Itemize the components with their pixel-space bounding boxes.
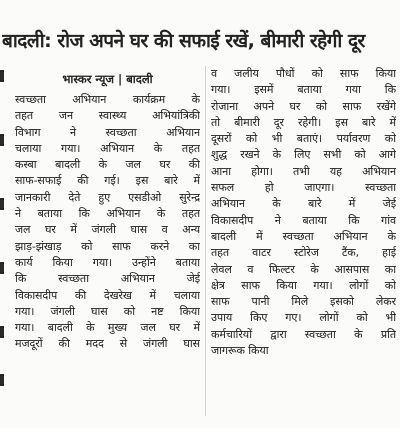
body-line: जागरूक किया [211, 344, 269, 358]
body-line: तहत वाटर स्टोरेज टैंक, हाई [211, 246, 396, 260]
body-line: जानकारी देते हुए एसडीओ सुरेन्द्र [15, 190, 200, 204]
body-line: कि स्वच्छता अभियान जेई [15, 272, 200, 286]
body-line: आना होगा। तभी यह अभियान [211, 164, 396, 178]
body-line: सफल हो जाएगा। स्वच्छता [211, 181, 396, 195]
body-line: शुद्ध रखने के लिए सभी को आगे [211, 148, 396, 162]
body-line: दूसरों को भी बताएं। पर्यावरण को [211, 132, 396, 146]
body-line: स्वच्छता अभियान कार्यक्रम के [15, 93, 200, 106]
body-line: रोजाना अपने घर को साफ रखेंगे [211, 99, 396, 113]
body-line: जल घर में जंगली घास व अन्य [15, 223, 200, 237]
body-line: गया। इसमें बताया गया कि [211, 83, 396, 97]
edge-mark [0, 374, 4, 386]
headline: बादली: रोज अपने घर की सफाई रखें, बीमारी रहेगी दूर [2, 30, 365, 52]
body-line: व जलीय पौधों को साफ किया [211, 67, 396, 80]
article-column-right [211, 66, 396, 421]
body-line: कर्मचारियों द्वारा स्वच्छता के प्रति [211, 327, 396, 341]
body-line: ने बताया कि अभियान के तहत [15, 207, 200, 221]
body-line: साफ पानी मिले इसको लेकर [211, 295, 396, 309]
body-line: उपाय किए गए। लोगों को भी [211, 311, 396, 325]
body-line: क्षेत्र साफ किया गया। लोगों को [211, 278, 396, 292]
byline: भास्कर न्यूज | बादली [62, 72, 153, 86]
edge-mark [0, 70, 4, 82]
adjacent-column-edge [0, 66, 8, 421]
body-line: अभियान के बारे में जेई [211, 197, 396, 211]
body-line: लेवल व फिल्टर के आसपास का [211, 262, 396, 276]
body-line: चलाया गया। अभियान के तहत [15, 141, 200, 155]
body-line: कस्बा बादली के जल घर की [15, 158, 200, 172]
body-line: विभाग ने स्वच्छता अभियान [15, 125, 200, 139]
body-line: बादली में स्वच्छता अभियान के [211, 229, 396, 243]
body-line: गया। बादली के मुख्य जल घर में [15, 321, 200, 335]
body-line: तो बीमारी दूर रहेगी। इस बारे में [211, 115, 396, 129]
edge-mark [0, 262, 4, 274]
body-line: मजदूरों की मदद से जंगली घास [15, 337, 200, 351]
body-line: साफ-सफाई की गई। इस बारे में [15, 174, 200, 188]
body-line: गया। जंगली घास को नष्ट किया [15, 304, 200, 318]
edge-mark [0, 198, 4, 210]
edge-mark [0, 326, 4, 338]
body-line: तहत जन स्वास्थ्य अभियांत्रिकी [15, 109, 200, 123]
column-divider [205, 66, 206, 416]
body-line: झाड़-झंखाड़ को साफ करने का [15, 239, 200, 253]
edge-mark [0, 134, 4, 146]
body-line: विकासदीप की देखरेख में चलाया [15, 288, 200, 302]
body-line: विकासदीप ने बताया कि गांव [211, 213, 396, 227]
body-line: कार्य किया गया। उन्होंने बताया [15, 255, 200, 269]
article-column-left [15, 66, 200, 421]
